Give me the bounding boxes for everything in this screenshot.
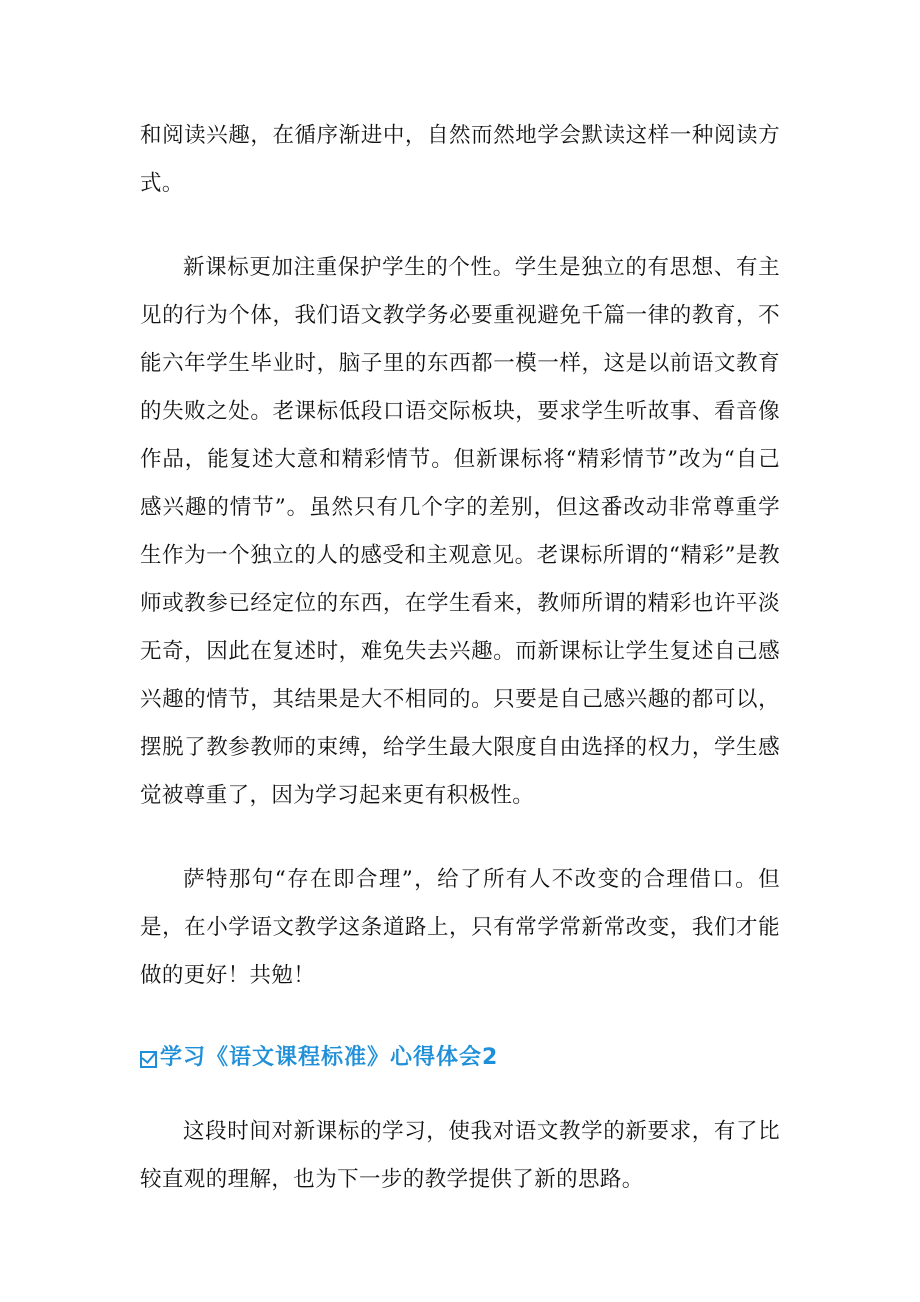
section-heading [140, 1036, 780, 1080]
paragraph-2: 新课标更加注重保护学生的个性。学生是独立的有思想、有主见的行为个体，我们语文教学务必要重视避免千篇一律的教育，不能六年学生毕业时，脑子里的东西都一模一样，这是以前语文教育的失败之处。老课标低段口语交际板块，要求学生听故事、看音像作品，能复述大意和精彩情节。但新课标将“精彩情节”改为“自己感兴趣的情节”。虽然只有几个字的差别，但这番改动非常尊重学生作为一个独立的人的感受和主观意见。老课标所谓的“精彩”是教师或教参已经定位的东西，在学生看来，教师所谓的精彩也许平淡无奇，因此在复述时，难免失去兴趣。而新课标让学生复述自己感兴趣的情节，其结果是大不相同的。只要是自己感兴趣的都可以，摆脱了教参教师的束缚，给学生最大限度自由选择的权力，学生感觉被尊重了，因为学习起来更有积极性。 [140, 255, 780, 808]
document-page [140, 112, 780, 1204]
checkbox-checked-icon [140, 1051, 157, 1068]
paragraph-4: 这段时间对新课标的学习，使我对语文教学的新要求，有了比较直观的理解，也为下一步的教学提供了新的思路。 [140, 1119, 780, 1192]
section-heading-text: 学习《语文课程标准》心得体会2 [160, 1045, 499, 1070]
paragraph-1: 和阅读兴趣，在循序渐进中，自然而然地学会默读这样一种阅读方式。 [140, 123, 780, 196]
paragraph-3: 萨特那句“存在即合理”，给了所有人不改变的合理借口。但是，在小学语文教学这条道路上，只有常学常新常改变，我们才能做的更好！共勉！ [140, 867, 780, 988]
